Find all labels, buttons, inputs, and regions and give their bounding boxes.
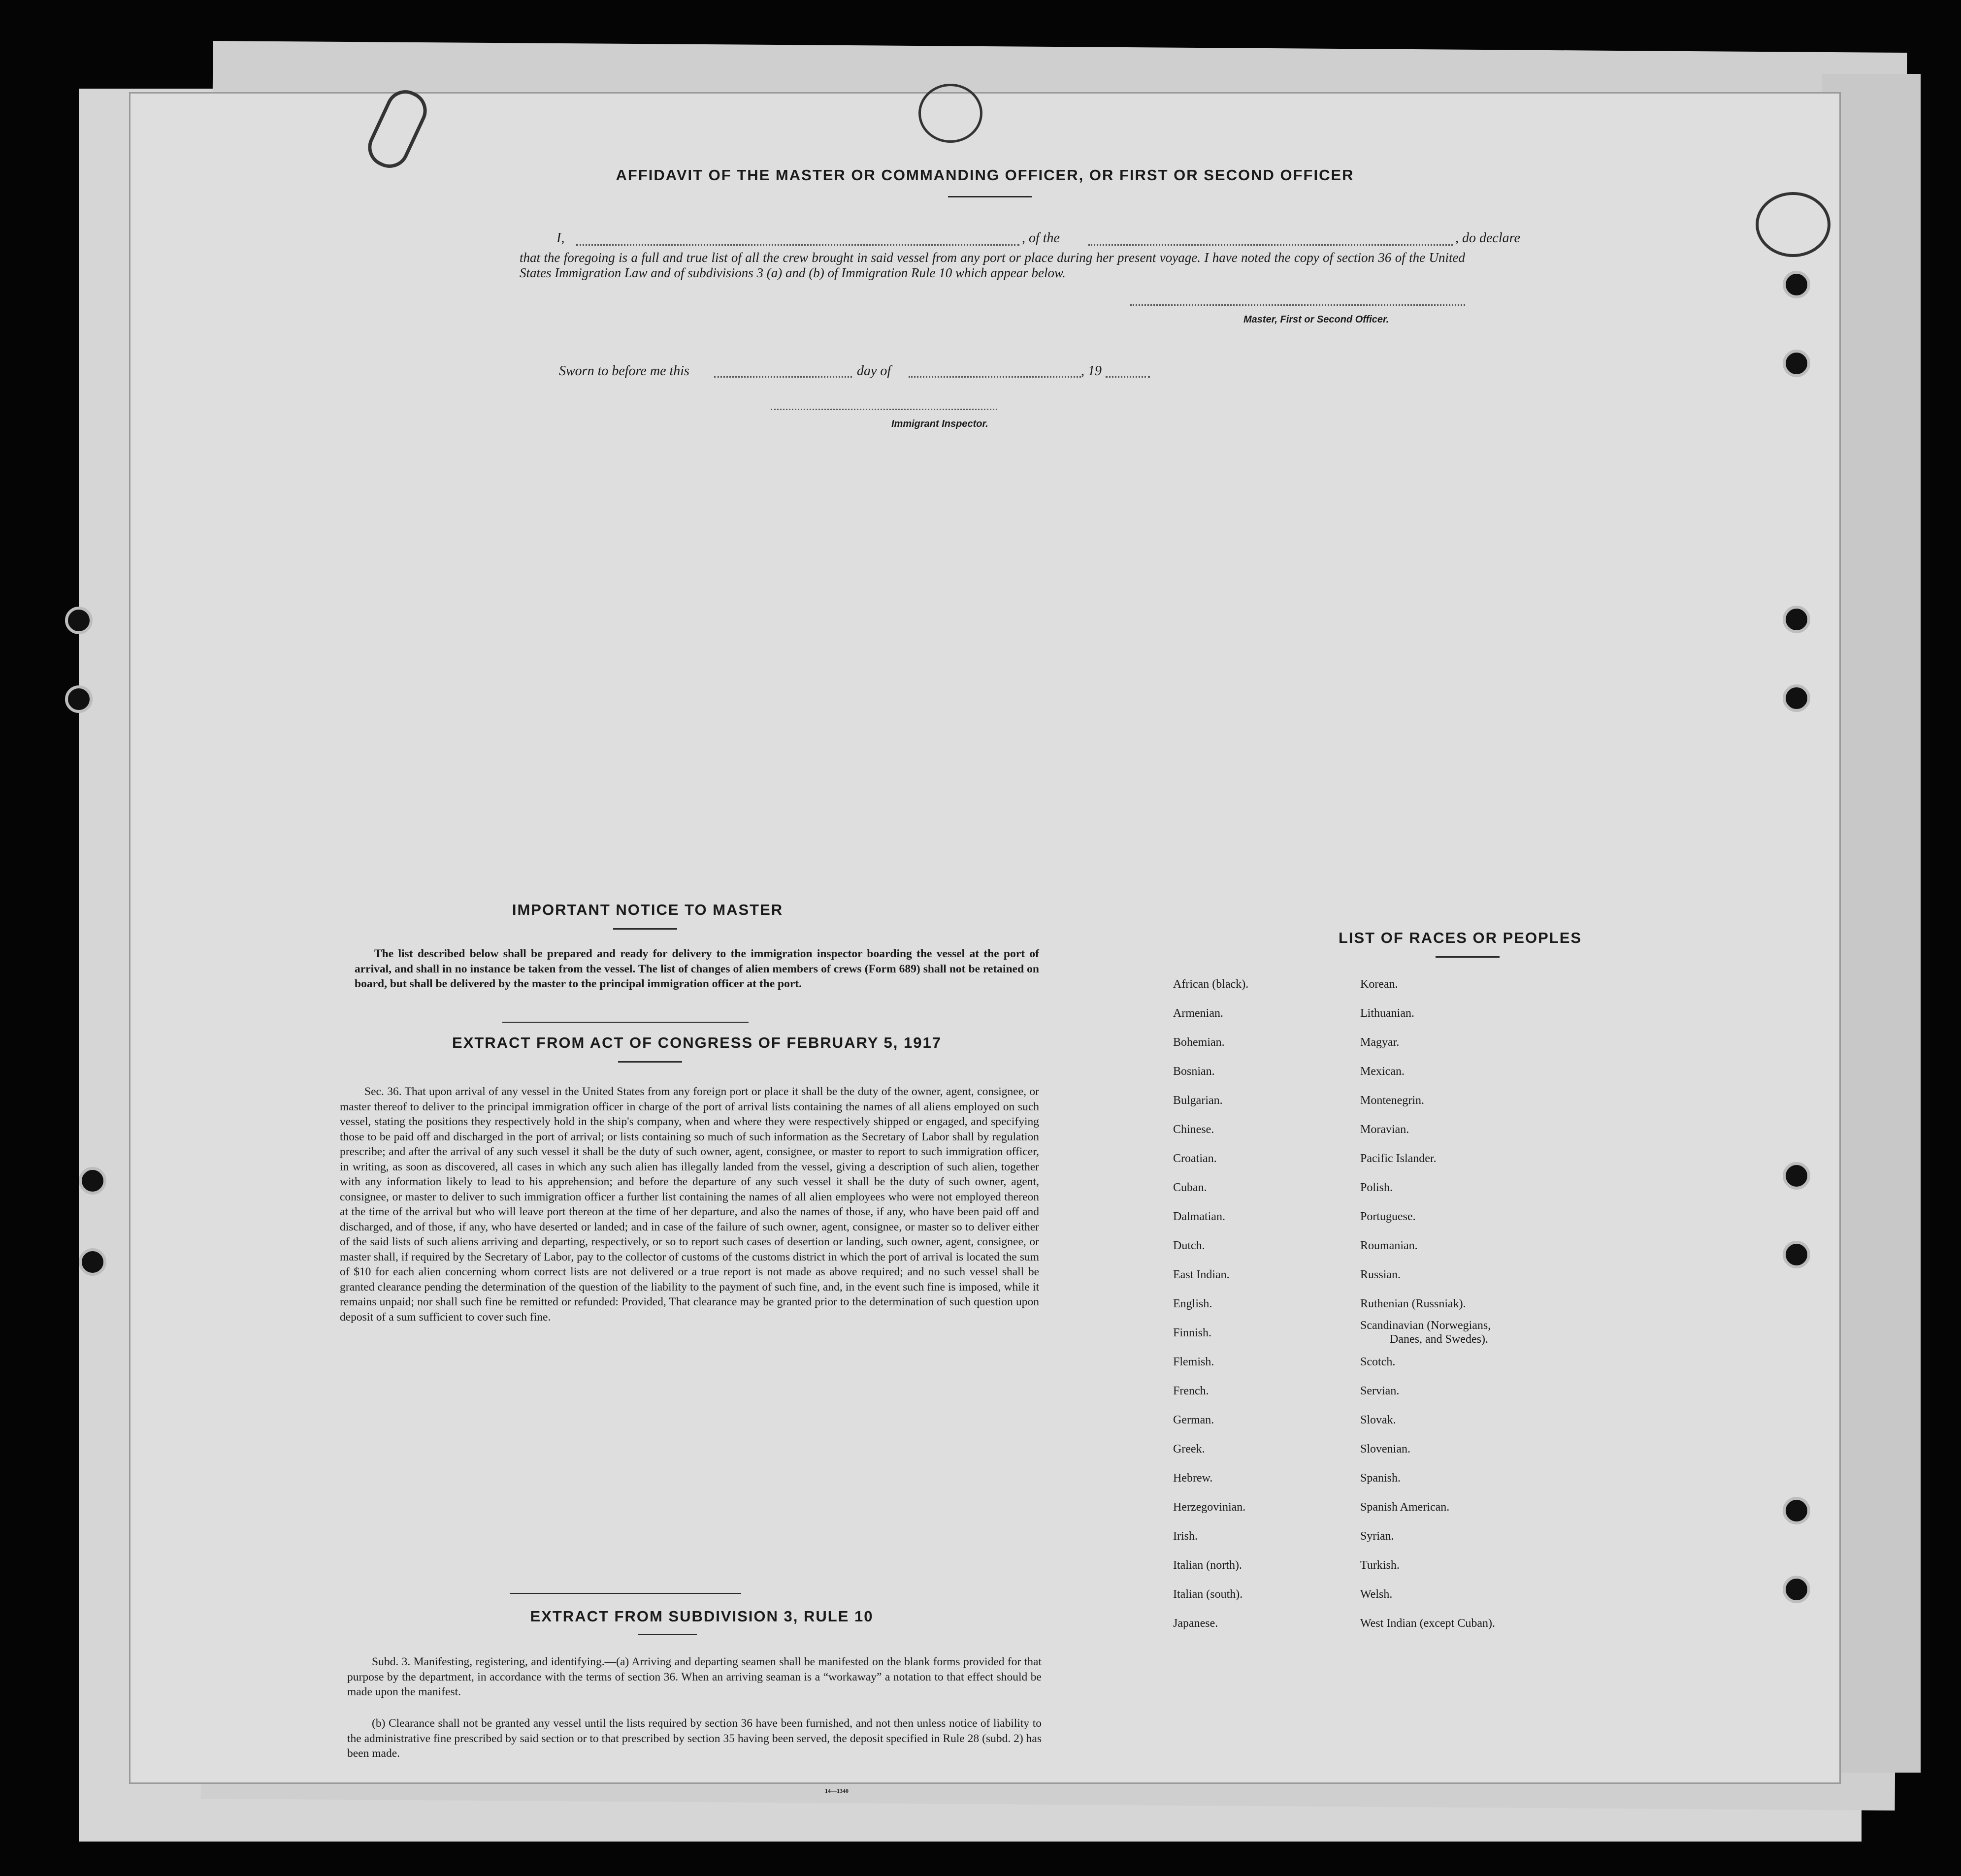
divider bbox=[618, 1061, 682, 1063]
race-item: Slovak. bbox=[1360, 1414, 1396, 1426]
sworn-line bbox=[559, 363, 1298, 383]
race-item: Portuguese. bbox=[1360, 1210, 1416, 1223]
act-extract-body: Sec. 36. That upon arrival of any vessel in the United States from any foreign port or place it shall be the duty of the owner, agent, consignee, or master thereof to deliver to the principal immigration officer in charge of the port of arrival lists containing the names of all aliens employed on such vessel, stating the positions they respectively hold in the ship's company, when and where they were respectively shipped or engaged, and specifying those to be paid off and discharged in the port of arrival; or lists containing so much of such information as the Secretary of Labor shall by regulation prescribe; and after the arrival of any such vessel it shall be the duty of such owner, agent, consignee, or master to report to such immigration officer, in writing, as soon as discovered, all cases in which any such alien has illegally landed from the vessel, giving a description of such alien, together with any information likely to lead to his apprehension; and before the departure of any such vessel it shall be the duty of such owner, agent, consignee, or master to deliver to such immigration officer a further list containing the names of all alien employees who were not employed thereon at the time of the arrival but who will leave port thereon at the time of her departure, and also the names of those, if any, who have been paid off and discharged, and of those, if any, who have deserted or landed; and in case of the failure of such owner, agent, consignee, or master so to deliver either of the said lists of such aliens arriving and departing, respectively, or so to report such cases of desertion or landing, such owner, agent, consignee, or master shall, if required by the Secretary of Labor, pay to the collector of customs of the customs district in which the port of arrival is located the sum of $10 for each alien concerning whom correct lists are not delivered or a true report is not made as above required; and no such vessel shall be granted clearance pending the determination of the question of the liability to the payment of such fine, and, in the event such fine is imposed, while it remains unpaid; nor shall such fine be remitted or refunded: Provided, That clearance may be granted prior to the determination of such question upon deposit of a sum sufficient to cover such fine. bbox=[340, 1085, 1039, 1324]
label-i: I, bbox=[556, 230, 565, 246]
race-item: Scotch. bbox=[1360, 1356, 1396, 1368]
race-item: Italian (north). bbox=[1173, 1559, 1242, 1572]
race-item: Croatian. bbox=[1173, 1152, 1217, 1165]
label-day-of: day of bbox=[857, 363, 891, 379]
race-item: Greek. bbox=[1173, 1443, 1205, 1456]
race-item-line: Danes, and Swedes). bbox=[1390, 1333, 1488, 1346]
pencil-mark bbox=[1756, 192, 1830, 257]
race-item: Dutch. bbox=[1173, 1239, 1205, 1252]
binder-hole bbox=[1783, 606, 1810, 633]
race-item: Slovenian. bbox=[1360, 1443, 1410, 1456]
race-item: East Indian. bbox=[1173, 1268, 1230, 1281]
race-item: Montenegrin. bbox=[1360, 1094, 1424, 1107]
race-item: Herzegovinian. bbox=[1173, 1501, 1246, 1514]
race-item: Mexican. bbox=[1360, 1065, 1405, 1078]
race-item: Spanish. bbox=[1360, 1472, 1401, 1485]
binder-hole bbox=[65, 685, 93, 713]
race-item: Russian. bbox=[1360, 1268, 1401, 1281]
signature-caption: Master, First or Second Officer. bbox=[1243, 314, 1389, 325]
master-name-field[interactable] bbox=[576, 244, 1019, 246]
race-item: Chinese. bbox=[1173, 1123, 1214, 1136]
race-item: Bulgarian. bbox=[1173, 1094, 1223, 1107]
affidavit-line1 bbox=[556, 230, 1591, 250]
binder-hole bbox=[1783, 1497, 1810, 1524]
race-item: Servian. bbox=[1360, 1385, 1400, 1397]
race-item: Finnish. bbox=[1173, 1326, 1212, 1339]
pencil-mark bbox=[361, 84, 433, 174]
divider bbox=[638, 1634, 697, 1635]
race-item-line: Scandinavian (Norwegians, bbox=[1360, 1319, 1491, 1332]
race-item: French. bbox=[1173, 1385, 1209, 1397]
master-signature-field[interactable] bbox=[1130, 304, 1465, 306]
binder-hole bbox=[65, 607, 93, 634]
race-item: Welsh. bbox=[1360, 1588, 1393, 1601]
notice-body: The list described below shall be prepared and ready for delivery to the immigration inspector boarding the vessel at the port of arrival, and shall in no instance be taken from the vessel. The list of changes of alien members of crews (Form 689) shall not be retained on board, but shall be delivered by the master to the principal immigration officer at the port. bbox=[355, 947, 1039, 990]
vessel-name-field[interactable] bbox=[1088, 244, 1453, 246]
races-left-column bbox=[1173, 970, 1248, 1638]
act-extract-title: EXTRACT FROM ACT OF CONGRESS OF FEBRUARY 5, 1917 bbox=[452, 1034, 942, 1051]
race-item: Flemish. bbox=[1173, 1356, 1214, 1368]
divider bbox=[510, 1593, 741, 1594]
races-right-column bbox=[1360, 970, 1495, 1638]
affidavit-title: AFFIDAVIT OF THE MASTER OR COMMANDING OFFICER, OR FIRST OR SECOND OFFICER bbox=[616, 166, 1354, 184]
notice-title: IMPORTANT NOTICE TO MASTER bbox=[512, 901, 784, 918]
race-item: Pacific Islander. bbox=[1360, 1152, 1437, 1165]
race-item: Cuban. bbox=[1173, 1181, 1207, 1194]
race-item: Hebrew. bbox=[1173, 1472, 1213, 1485]
binder-hole bbox=[1783, 1241, 1810, 1268]
race-item: Lithuanian. bbox=[1360, 1007, 1414, 1020]
inspector-caption: Immigrant Inspector. bbox=[891, 419, 988, 429]
race-item: Irish. bbox=[1173, 1530, 1198, 1543]
label-year: , 19 bbox=[1081, 363, 1102, 379]
race-item: Bosnian. bbox=[1173, 1065, 1215, 1078]
affidavit-body: that the foregoing is a full and true list of all the crew brought in said vessel from any port or place during her present voyage. I have noted the copy of section 36 of the United States Immigration Law and of subdivisions 3 (a) and (b) of Immigration Rule 10 which appear below. bbox=[520, 250, 1465, 280]
binder-hole bbox=[1783, 1162, 1810, 1190]
race-item: Armenian. bbox=[1173, 1007, 1223, 1020]
inspector-signature-field[interactable] bbox=[771, 409, 997, 410]
binder-hole bbox=[1783, 684, 1810, 712]
sworn-month-field[interactable] bbox=[909, 376, 1081, 378]
label-of-the: , of the bbox=[1022, 230, 1060, 246]
rule-extract-body-a: Subd. 3. Manifesting, registering, and identifying.—(a) Arriving and departing seamen shall be manifested on the blank forms provided for that purpose by the department, in accordance with the terms of section 36. When an arriving seaman is a “workaway” a notation to that effect should be made upon the manifest. bbox=[347, 1655, 1042, 1698]
race-item: West Indian (except Cuban). bbox=[1360, 1617, 1495, 1630]
divider bbox=[1436, 956, 1500, 958]
binder-hole bbox=[1783, 1576, 1810, 1603]
race-item: German. bbox=[1173, 1414, 1214, 1426]
races-title: LIST OF RACES OR PEOPLES bbox=[1338, 929, 1582, 946]
rule-extract-body-b: (b) Clearance shall not be granted any vessel until the lists required by section 36 have been furnished, and not then unless notice of liability to the administrative fine prescribed by said section or to that prescribed by section 35 having been served, the deposit specified in Rule 28 (subd. 2) has been made. bbox=[347, 1717, 1042, 1760]
label-do-declare: , do declare bbox=[1455, 230, 1520, 246]
binder-hole bbox=[79, 1167, 106, 1195]
race-item: Moravian. bbox=[1360, 1123, 1409, 1136]
divider bbox=[948, 196, 1032, 197]
race-item: Dalmatian. bbox=[1173, 1210, 1225, 1223]
race-item: Roumanian. bbox=[1360, 1239, 1418, 1252]
binder-hole bbox=[79, 1248, 106, 1276]
race-item: Syrian. bbox=[1360, 1530, 1394, 1543]
race-item: Spanish American. bbox=[1360, 1501, 1450, 1514]
race-item: English. bbox=[1173, 1297, 1212, 1310]
race-item: Bohemian. bbox=[1173, 1036, 1225, 1049]
binder-hole bbox=[1783, 350, 1810, 377]
divider bbox=[613, 928, 677, 930]
race-item: African (black). bbox=[1173, 978, 1249, 991]
pencil-mark bbox=[918, 84, 982, 143]
form-page bbox=[131, 94, 1839, 1794]
race-item: Japanese. bbox=[1173, 1617, 1218, 1630]
race-item: Ruthenian (Russniak). bbox=[1360, 1297, 1466, 1310]
race-item: Korean. bbox=[1360, 978, 1398, 991]
form-number: 14—1340 bbox=[825, 1787, 849, 1794]
sworn-day-field[interactable] bbox=[714, 376, 852, 378]
race-item: Magyar. bbox=[1360, 1036, 1400, 1049]
race-item bbox=[1360, 1319, 1495, 1348]
binder-hole bbox=[1783, 271, 1810, 298]
divider bbox=[502, 1022, 749, 1023]
race-item: Turkish. bbox=[1360, 1559, 1400, 1572]
race-item: Polish. bbox=[1360, 1181, 1393, 1194]
rule-extract-title: EXTRACT FROM SUBDIVISION 3, RULE 10 bbox=[530, 1608, 874, 1625]
race-item: Italian (south). bbox=[1173, 1588, 1243, 1601]
label-sworn: Sworn to before me this bbox=[559, 363, 689, 379]
sworn-year-field[interactable] bbox=[1106, 376, 1150, 378]
